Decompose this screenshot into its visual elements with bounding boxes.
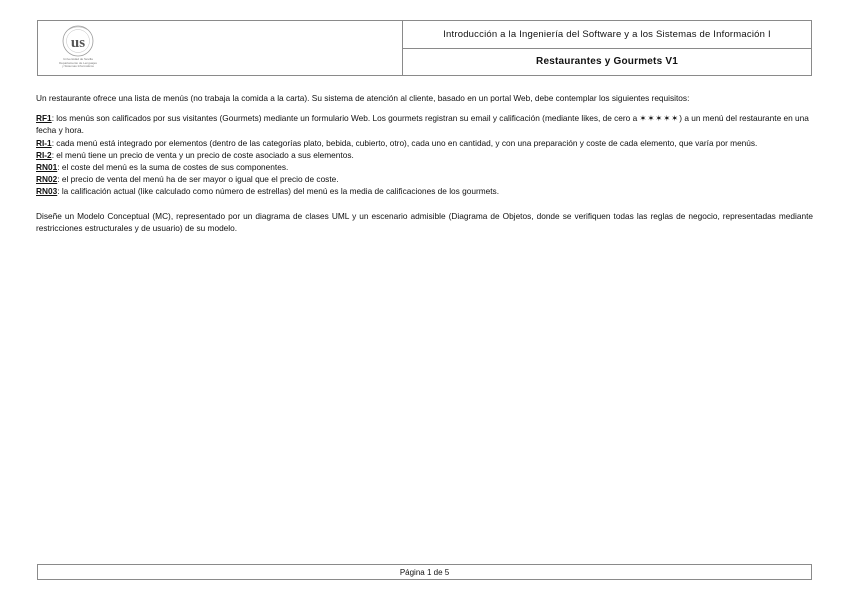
requirement-id: RI-2 bbox=[36, 149, 52, 160]
requirement-item bbox=[36, 137, 813, 149]
requirement-text: : el precio de venta del menú ha de ser mayor o igual que el precio de coste. bbox=[57, 174, 339, 185]
page-header bbox=[37, 20, 812, 76]
requirement-text: : la calificación actual (like calculado como número de estrellas) del menú es la media de calificaciones de los gourmets. bbox=[57, 186, 500, 197]
task-paragraph: Diseñe un Modelo Conceptual (MC), representado por un diagrama de clases UML y un escenario admisible (Diagrama de Objetos, donde se verifiquen todas las reglas de negocio, representadas mediante restricciones estructurales y de usuario) de su modelo. bbox=[36, 210, 813, 233]
requirement-text-tail: ) a un menú del restaurante en una fecha y hora. bbox=[36, 113, 809, 136]
page-number: Página 1 de 5 bbox=[399, 567, 450, 577]
document-title: Restaurantes y Gourmets V1 bbox=[536, 56, 678, 68]
requirement-item bbox=[36, 161, 813, 173]
requirement-id: RI-1 bbox=[36, 137, 52, 148]
requirement-text: : cada menú está integrado por elementos (dentro de las categorías plato, bebida, cubierto, otro), cada uno en cantidad, y con una preparación y coste de cada elemento, que varía por menús. bbox=[51, 137, 758, 148]
requirement-id: RN02 bbox=[36, 174, 58, 185]
requirement-item bbox=[36, 112, 813, 136]
page-footer bbox=[37, 564, 812, 580]
rating-stars-icon: ✶✶✶✶✶ bbox=[639, 113, 680, 124]
university-seal-icon bbox=[48, 25, 108, 59]
title-cell bbox=[403, 21, 811, 75]
requirements-list bbox=[36, 112, 813, 197]
requirement-item bbox=[36, 185, 813, 197]
course-title: Introducción a la Ingeniería del Software y a los Sistemas de Información I bbox=[403, 21, 811, 49]
requirement-text: : el menú tiene un precio de venta y un precio de coste asociado a sus elementos. bbox=[51, 149, 354, 160]
requirement-id: RF1 bbox=[36, 113, 52, 124]
logo-cell bbox=[38, 21, 403, 75]
document-body bbox=[36, 92, 813, 242]
requirement-id: RN01 bbox=[36, 162, 58, 173]
requirement-id: RN03 bbox=[36, 186, 58, 197]
logo-caption: Universidad de Sevilla Departamento de Lenguajes y Sistemas Informáticos bbox=[59, 57, 97, 69]
requirement-item bbox=[36, 173, 813, 185]
requirement-text: : los menús son calificados por sus visitantes (Gourmets) mediante un formulario Web. Los gourmets registran su email y calificación (mediante likes, de cero a bbox=[51, 113, 640, 124]
requirement-item bbox=[36, 149, 813, 161]
university-logo bbox=[48, 25, 108, 73]
intro-paragraph: Un restaurante ofrece una lista de menús (no trabaja la comida a la carta). Su sistema de atención al cliente, basado en un portal Web, debe contemplar los siguientes requisitos: bbox=[36, 93, 690, 103]
requirement-text: : el coste del menú es la suma de costes de sus componentes. bbox=[57, 162, 289, 173]
svg-text:us: us bbox=[70, 35, 86, 51]
